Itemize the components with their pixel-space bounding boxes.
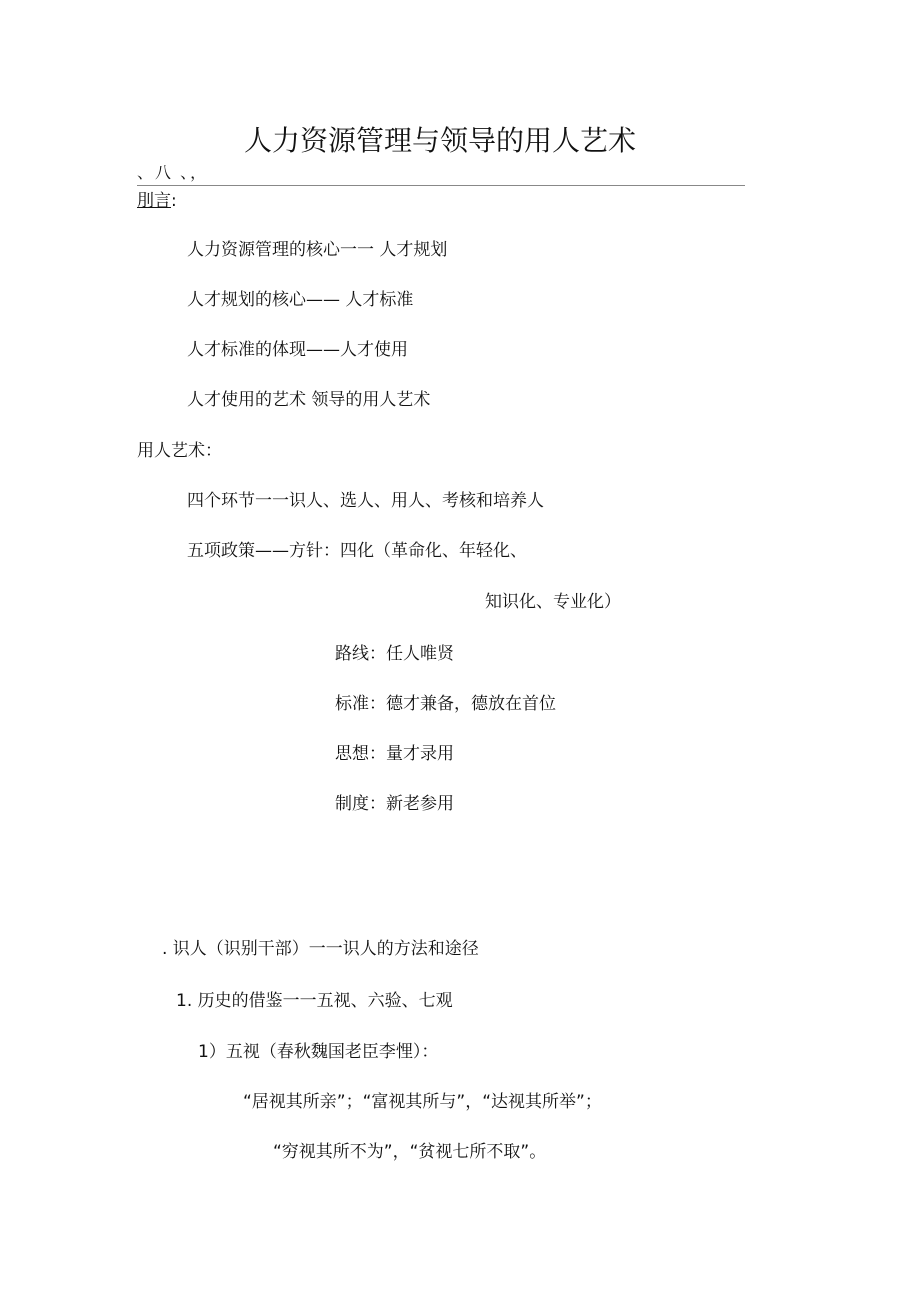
document-title: 人力资源管理与领导的用人艺术 xyxy=(243,124,636,157)
preface-line: 人才使用的艺术 领导的用人艺术 xyxy=(187,390,431,410)
policy-line: 标准：德才兼备，德放在首位 xyxy=(335,694,556,714)
art-line-continuation: 知识化、专业化） xyxy=(485,592,621,612)
preface-heading xyxy=(137,190,177,212)
quote-line: “穷视其所不为”，“贫视七所不取”。 xyxy=(273,1142,547,1162)
policy-line: 思想：量才录用 xyxy=(335,744,454,764)
preface-line: 人才规划的核心—— 人才标准 xyxy=(187,290,414,310)
quote-line: “居视其所亲”；“富视其所与”，“达视其所举”； xyxy=(243,1092,602,1112)
policy-line: 路线：任人唯贤 xyxy=(335,644,454,664)
art-line: 五项政策——方针：四化（革命化、年轻化、 xyxy=(187,541,527,561)
art-line: 四个环节一一识人、选人、用人、考核和培养人 xyxy=(187,491,544,511)
item-heading: 1）五视（春秋魏国老臣李悝）： xyxy=(198,1042,439,1062)
garbled-header: 、八 、， xyxy=(137,163,209,182)
preface-colon: : xyxy=(171,191,177,211)
preface-label: 刖言 xyxy=(137,191,171,211)
header-divider xyxy=(137,185,745,186)
preface-line: 人力资源管理的核心一一 人才规划 xyxy=(187,240,448,260)
art-heading: 用人艺术： xyxy=(137,441,222,461)
section-heading: . 识人（识别干部）一一识人的方法和途径 xyxy=(162,939,479,959)
subsection-heading: 1. 历史的借鉴一一五视、六验、七观 xyxy=(176,991,453,1011)
preface-line: 人才标准的体现——人才使用 xyxy=(187,340,408,360)
policy-line: 制度：新老参用 xyxy=(335,794,454,814)
